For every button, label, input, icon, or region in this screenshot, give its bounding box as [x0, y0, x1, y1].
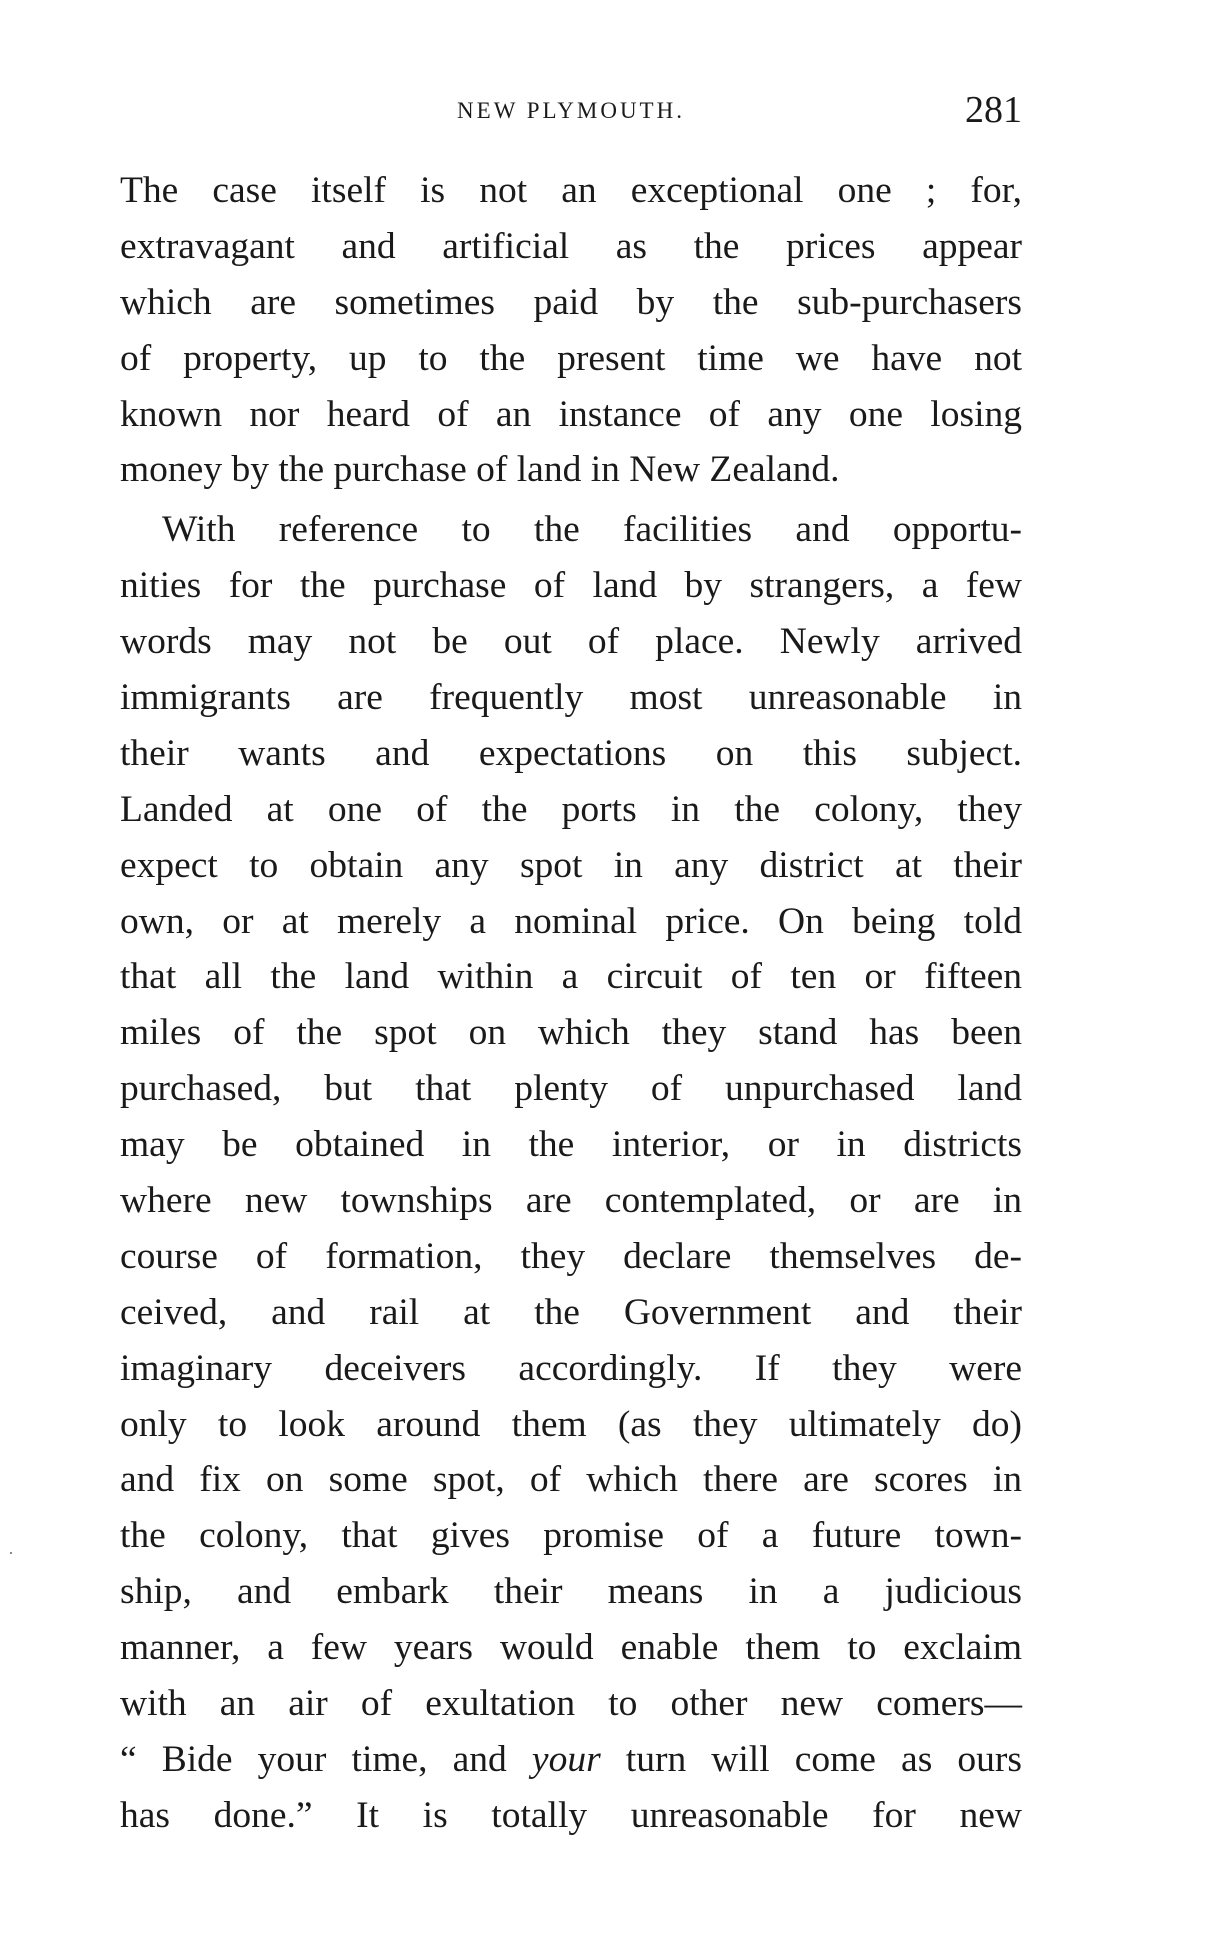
text-line: nities for the purchase of land by strangers, a few [120, 565, 1022, 607]
page-body [120, 163, 1022, 1844]
text-line: immigrants are frequently most unreasonable in [120, 677, 1022, 719]
text-line: with an air of exultation to other new comers— [120, 1683, 1022, 1725]
paragraph [120, 163, 1022, 498]
paragraph [120, 502, 1022, 1843]
text-line: of property, up to the present time we have not [120, 337, 1022, 379]
text-line: Landed at one of the ports in the colony, they [120, 788, 1022, 830]
text-line: imaginary deceivers accordingly. If they were [120, 1347, 1022, 1389]
quote-italic: your [531, 1738, 601, 1780]
text-line: ceived, and rail at the Government and their [120, 1291, 1022, 1333]
text-line: words may not be out of place. Newly arrived [120, 621, 1022, 663]
text-line: the colony, that gives promise of a future town- [120, 1515, 1022, 1557]
text-line: that all the land within a circuit of ten or fifteen [120, 956, 1022, 998]
text-line: own, or at merely a nominal price. On being told [120, 900, 1022, 942]
text-line: may be obtained in the interior, or in districts [120, 1124, 1022, 1166]
text-line: With reference to the facilities and opportu- [162, 509, 1022, 551]
quote-after: turn will come as ours [625, 1738, 1022, 1780]
text-line: extravagant and artificial as the prices appear [120, 225, 1022, 267]
text-line: miles of the spot on which they stand has been [120, 1012, 1022, 1054]
text-line: known nor heard of an instance of any one losing [120, 393, 1022, 435]
text-line: has done.” It is totally unreasonable for new [120, 1794, 1022, 1836]
text-line: manner, a few years would enable them to exclaim [120, 1627, 1022, 1669]
text-line: expect to obtain any spot in any district at their [120, 844, 1022, 886]
text-line: which are sometimes paid by the sub-purchasers [120, 281, 1022, 323]
quote-before: “ Bide your time, and [120, 1738, 507, 1780]
text-line: The case itself is not an exceptional one ; for, [120, 170, 1022, 211]
text-line: purchased, but that plenty of unpurchased land [120, 1068, 1022, 1110]
text-line: money by the purchase of land in New Zealand. [120, 449, 840, 491]
text-line: and fix on some spot, of which there are scores in [120, 1459, 1022, 1501]
text-line: only to look around them (as they ultimately do) [120, 1403, 1022, 1445]
page-number: 281 [965, 89, 1022, 131]
text-line-quote [120, 1732, 1022, 1788]
text-line: their wants and expectations on this subject. [120, 732, 1022, 774]
running-title: NEW PLYMOUTH. [457, 98, 685, 123]
text-line: where new townships are contemplated, or are in [120, 1180, 1022, 1222]
page-header [120, 88, 1022, 138]
paper-speck [10, 1552, 12, 1554]
text-line: ship, and embark their means in a judicious [120, 1571, 1022, 1613]
text-line: course of formation, they declare themselves de- [120, 1235, 1022, 1277]
